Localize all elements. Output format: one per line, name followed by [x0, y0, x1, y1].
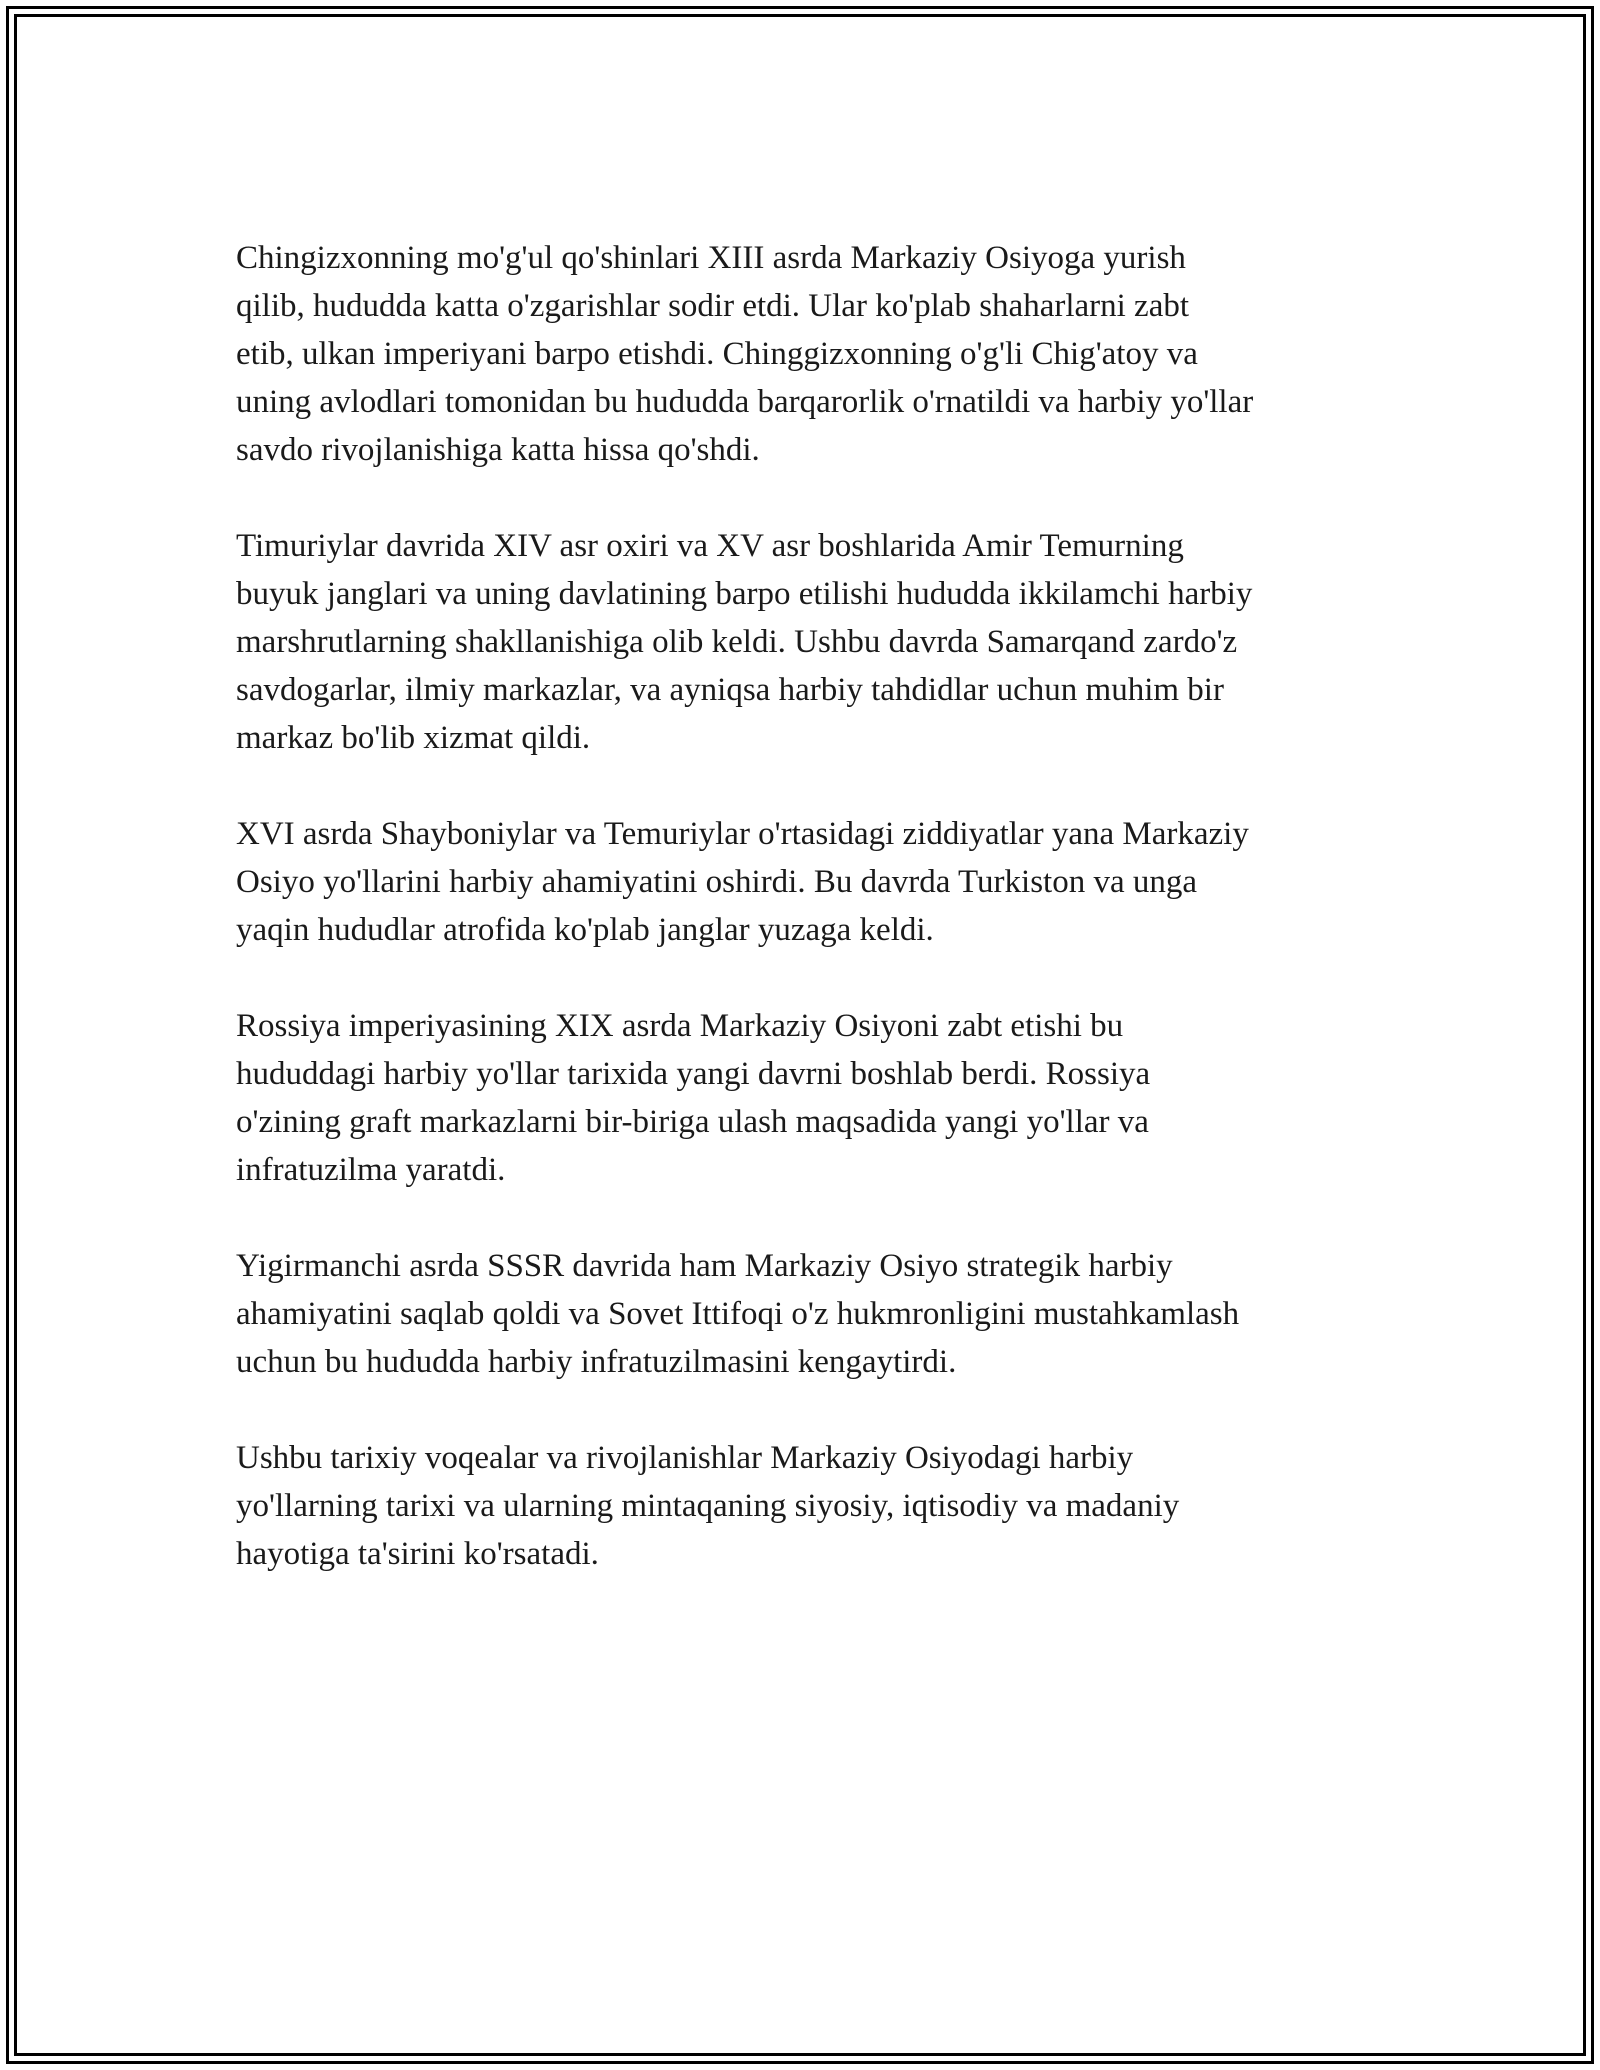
text-line: hududdagi harbiy yo'llar tarixida yangi davrni boshlab berdi. Rossiya — [236, 1056, 1151, 1092]
text-line: yo'llarning tarixi va ularning mintaqaning siyosiy, iqtisodiy va madaniy — [236, 1488, 1180, 1524]
text-line: uning avlodlari tomonidan bu hududda barqarorlik o'rnatildi va harbiy yo'llar — [236, 384, 1254, 420]
text-line: Rossiya imperiyasining XIX asrda Markaziy Osiyoni zabt etishi bu — [236, 1008, 1124, 1044]
text-line: o'zining graft markazlarni bir-biriga ulash maqsadida yangi yo'llar va — [236, 1104, 1149, 1140]
text-line: savdogarlar, ilmiy markazlar, va ayniqsa harbiy tahdidlar uchun muhim bir — [236, 672, 1224, 708]
document-body — [236, 234, 1376, 1626]
text-line: infratuzilma yaratdi. — [236, 1152, 506, 1188]
text-line: marshrutlarning shakllanishiga olib keldi. Ushbu davrda Samarqand zardo'z — [236, 624, 1238, 660]
paragraph-timurid-era — [236, 522, 1376, 762]
text-line: savdo rivojlanishiga katta hissa qo'shdi. — [236, 432, 760, 468]
text-line: Timuriylar davrida XIV asr oxiri va XV asr boshlarida Amir Temurning — [236, 528, 1184, 564]
paragraph-ussr-era — [236, 1242, 1376, 1386]
paragraph-mongol-conquest — [236, 234, 1376, 474]
text-line: Ushbu tarixiy voqealar va rivojlanishlar Markaziy Osiyodagi harbiy — [236, 1440, 1134, 1476]
text-line: ahamiyatini saqlab qoldi va Sovet Ittifoqi o'z hukmronligini mustahkamlash — [236, 1296, 1240, 1332]
text-line: markaz bo'lib xizmat qildi. — [236, 720, 591, 756]
text-line: buyuk janglari va uning davlatining barpo etilishi hududda ikkilamchi harbiy — [236, 576, 1253, 612]
text-line: Chingizxonning mo'g'ul qo'shinlari XIII asrda Markaziy Osiyoga yurish — [236, 240, 1186, 276]
text-line: Yigirmanchi asrda SSSR davrida ham Markaziy Osiyo strategik harbiy — [236, 1248, 1173, 1284]
text-line: uchun bu hududda harbiy infratuzilmasini kengaytirdi. — [236, 1344, 957, 1380]
text-line: yaqin hududlar atrofida ko'plab janglar yuzaga keldi. — [236, 912, 934, 948]
text-line: hayotiga ta'sirini ko'rsatadi. — [236, 1536, 599, 1572]
paragraph-shaybanid-era — [236, 810, 1376, 954]
text-line: XVI asrda Shayboniylar va Temuriylar o'rtasidagi ziddiyatlar yana Markaziy — [236, 816, 1249, 852]
text-line: qilib, hududda katta o'zgarishlar sodir etdi. Ular ko'plab shaharlarni zabt — [236, 288, 1190, 324]
paragraph-russian-empire — [236, 1002, 1376, 1194]
text-line: etib, ulkan imperiyani barpo etishdi. Chinggizxonning o'g'li Chig'atoy va — [236, 336, 1198, 372]
paragraph-conclusion — [236, 1434, 1376, 1578]
text-line: Osiyo yo'llarini harbiy ahamiyatini oshirdi. Bu davrda Turkiston va unga — [236, 864, 1198, 900]
